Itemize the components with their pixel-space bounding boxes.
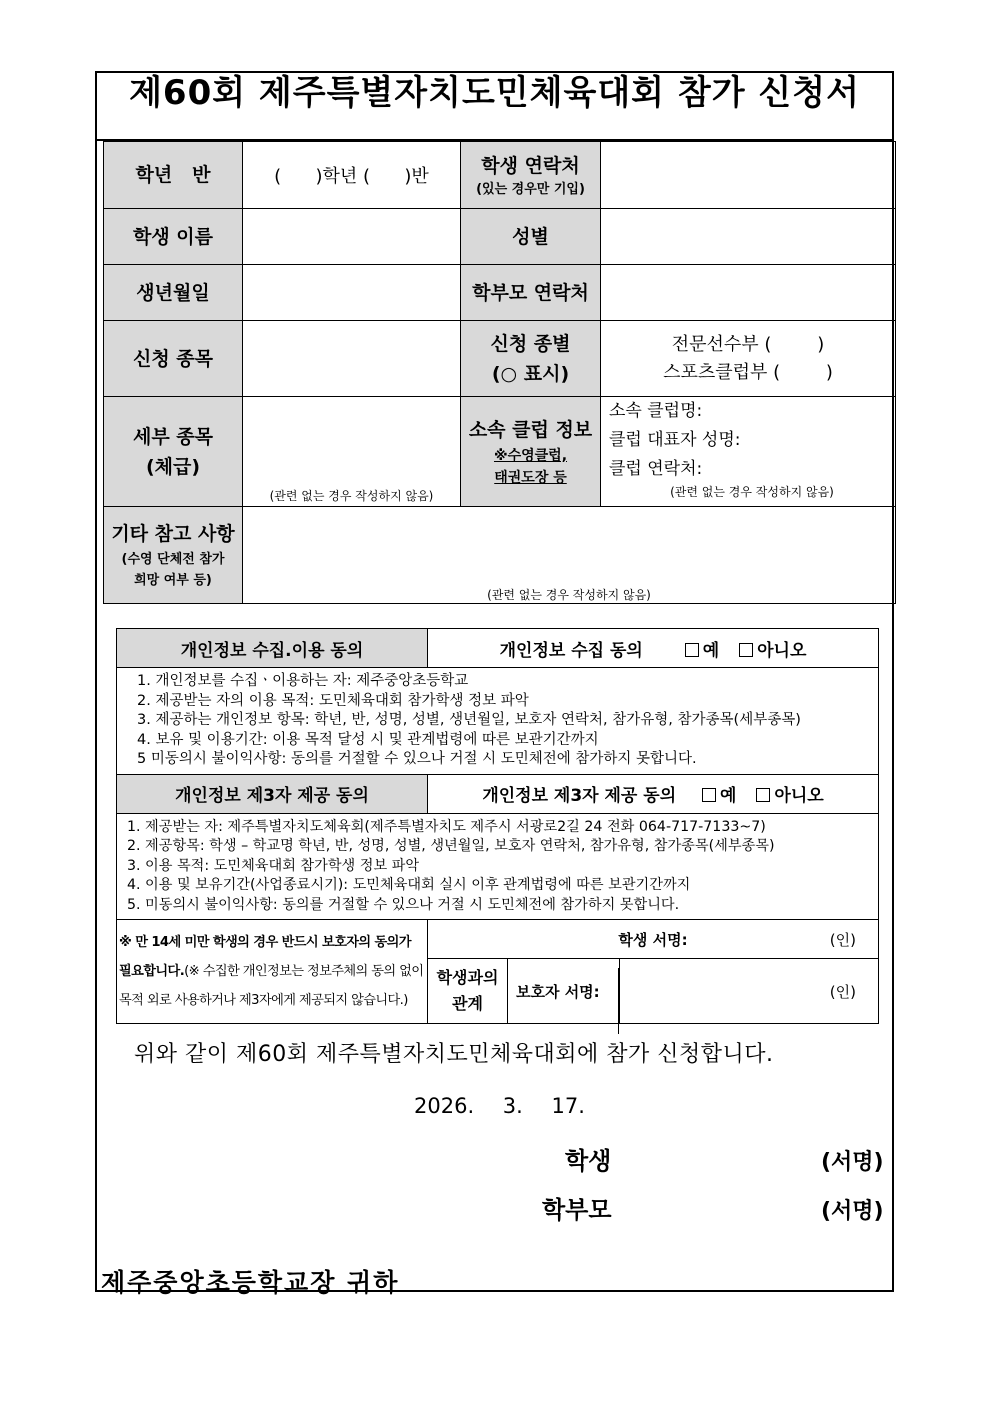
third-item: 5. 미동의시 불이익사항: 동의를 거절할 수 있으나 거절 시 도민체전에 참가하지 못합니다. (127, 896, 680, 913)
club-name-line: 소속 클럽명: (609, 401, 703, 421)
club-info-sub2: 태권도장 등 (494, 469, 567, 486)
student-sign-label: 학생 서명: (618, 931, 688, 949)
recipient: 제주중앙초등학교장 귀하 (101, 1268, 400, 1297)
gender-label: 성별 (461, 209, 601, 265)
detail-field[interactable] (243, 397, 461, 507)
third-item: 1. 제공받는 자: 제주특별자치도체육회(제주특별자치도 제주시 서광로2길 24 전화 064-717-7133~7) (127, 818, 766, 835)
student-sign-slot[interactable]: (서명) (821, 1150, 884, 1175)
etc-sub: (수영 단체전 참가 희망 여부 등) (121, 552, 225, 588)
page-title: 제60회 제주특별자치도민체육대회 참가 신청서 (129, 73, 860, 113)
student-contact-label (461, 142, 601, 209)
parent-label: 학부모 (542, 1196, 612, 1224)
collect-title: 개인정보 수집.이용 동의 (117, 629, 428, 668)
club-rep-line: 클럽 대표자 성명: (609, 430, 741, 450)
third-yes-label: 예 (720, 786, 737, 806)
collect-yes-checkbox[interactable] (685, 643, 699, 657)
division-label (461, 321, 601, 397)
event-field[interactable] (243, 321, 461, 397)
applicant-info-table (103, 141, 896, 604)
student-seal: (인) (829, 931, 856, 949)
collect-item: 3. 제공하는 개인정보 항목: 학년, 반, 성명, 성별, 생년월일, 보호자 연락처, 참가유형, 참가종목(세부종목) (137, 712, 801, 728)
third-item: 2. 제공항목: 학생 – 학교명 학년, 반, 성명, 성별, 생년월일, 보호자 연락처, 참가유형, 참가종목(세부종목) (127, 838, 775, 854)
application-statement: 위와 같이 제60회 제주특별자치도민체육대회에 참가 신청합니다. (134, 1042, 774, 1067)
collect-yes-label: 예 (702, 640, 720, 661)
etc-label (104, 507, 243, 604)
detail-sub: (체급) (145, 455, 201, 478)
division-club-option[interactable]: 스포츠클럽부 ( ) (663, 361, 833, 383)
collect-item: 5 미동의시 불이익사항: 동의를 거절할 수 있으나 거절 시 도민체전에 참가하지 못합니다. (137, 751, 697, 767)
detail-label (104, 397, 243, 507)
collect-item: 2. 제공받는 자의 이용 목적: 도민체육대회 참가학생 정보 파악 (137, 692, 529, 709)
guardian-sign-divider (618, 968, 619, 1034)
parent-contact-field[interactable] (601, 265, 896, 321)
student-contact-sub: (있는 경우만 기입) (476, 182, 585, 197)
club-info-label (461, 397, 601, 507)
warning-normal: (※ 수집한 개인정보는 정보주체의 동의 없이 목적 외로 사용하거나 제3자에게 제공되지 않습니다.) (119, 964, 424, 1008)
division-pro-option[interactable]: 전문선수부 ( ) (671, 333, 825, 355)
student-name-label: 학생 이름 (104, 209, 243, 265)
third-title: 개인정보 제3자 제공 동의 (117, 774, 428, 813)
student-contact-field[interactable] (601, 142, 896, 209)
student-name-field[interactable] (243, 209, 461, 265)
birth-field[interactable] (243, 265, 461, 321)
warning-bold: ※ 만 14세 미만 학생의 경우 반드시 보호자의 동의가 필요합니다. (119, 935, 411, 979)
collect-no-checkbox[interactable] (739, 643, 753, 657)
collect-consent-row (428, 629, 879, 668)
grade-class-field[interactable]: ( )학년 ( )반 (243, 142, 461, 209)
third-consent-row (428, 774, 879, 813)
third-yes-checkbox[interactable] (702, 788, 716, 802)
student-contact-title: 학생 연락처 (481, 155, 580, 177)
club-contact-line: 클럽 연락처: (609, 459, 703, 479)
club-note: (관련 없는 경우 작성하지 않음) (670, 485, 834, 499)
privacy-consent-table (116, 628, 879, 1024)
third-item: 3. 이용 목적: 도민체육대회 참가학생 정보 파악 (127, 857, 420, 874)
parent-contact-label: 학부모 연락처 (461, 265, 601, 321)
guardian-signature-field[interactable] (516, 959, 879, 1024)
guardian-sign-label: 보호자 서명: (516, 983, 600, 1001)
application-date: 2026. 3. 17. (414, 1094, 585, 1118)
division-field[interactable] (601, 321, 896, 397)
collect-no-label: 아니오 (757, 640, 807, 661)
collect-item: 4. 보유 및 이용기간: 이용 목적 달성 시 및 관계법령에 따른 보관기간까지 (137, 731, 599, 748)
club-info-field[interactable] (601, 397, 896, 507)
etc-note: (관련 없는 경우 작성하지 않음) (487, 588, 651, 602)
guardian-seal: (인) (829, 983, 856, 1001)
relation-label: 학생과의 관계 (428, 959, 508, 1024)
detail-note: (관련 없는 경우 작성하지 않음) (269, 489, 434, 503)
club-info-title: 소속 클럽 정보 (468, 418, 593, 441)
third-no-label: 아니오 (774, 786, 824, 806)
etc-title: 기타 참고 사항 (111, 523, 235, 545)
etc-field[interactable] (243, 507, 896, 604)
grade-class-label: 학년 반 (104, 142, 243, 209)
parent-sign-slot[interactable]: (서명) (821, 1199, 884, 1224)
division-title: 신청 종별 (490, 332, 571, 355)
collect-item: 1. 개인정보를 수집ㆍ이용하는 자: 제주중앙초등학교 (137, 673, 469, 689)
third-item: 4. 이용 및 보유기간(사업종료시기): 도민체육대회 실시 이후 관계법령에 따른 보관기간까지 (127, 877, 691, 893)
third-no-checkbox[interactable] (756, 788, 770, 802)
collect-consent-label: 개인정보 수집 동의 (499, 640, 643, 661)
division-sub: (○ 표시) (491, 362, 570, 385)
event-label: 신청 종목 (104, 321, 243, 397)
club-info-sub1: ※수영클럽, (493, 447, 568, 464)
student-signature-field[interactable] (428, 920, 879, 959)
gender-field[interactable] (601, 209, 896, 265)
collect-items (117, 668, 879, 775)
third-items (117, 813, 879, 920)
student-label: 학생 (565, 1147, 612, 1175)
guardian-warning (117, 920, 428, 1024)
third-consent-label: 개인정보 제3자 제공 동의 (482, 786, 677, 806)
detail-title: 세부 종목 (132, 425, 214, 448)
birth-label: 생년월일 (104, 265, 243, 321)
